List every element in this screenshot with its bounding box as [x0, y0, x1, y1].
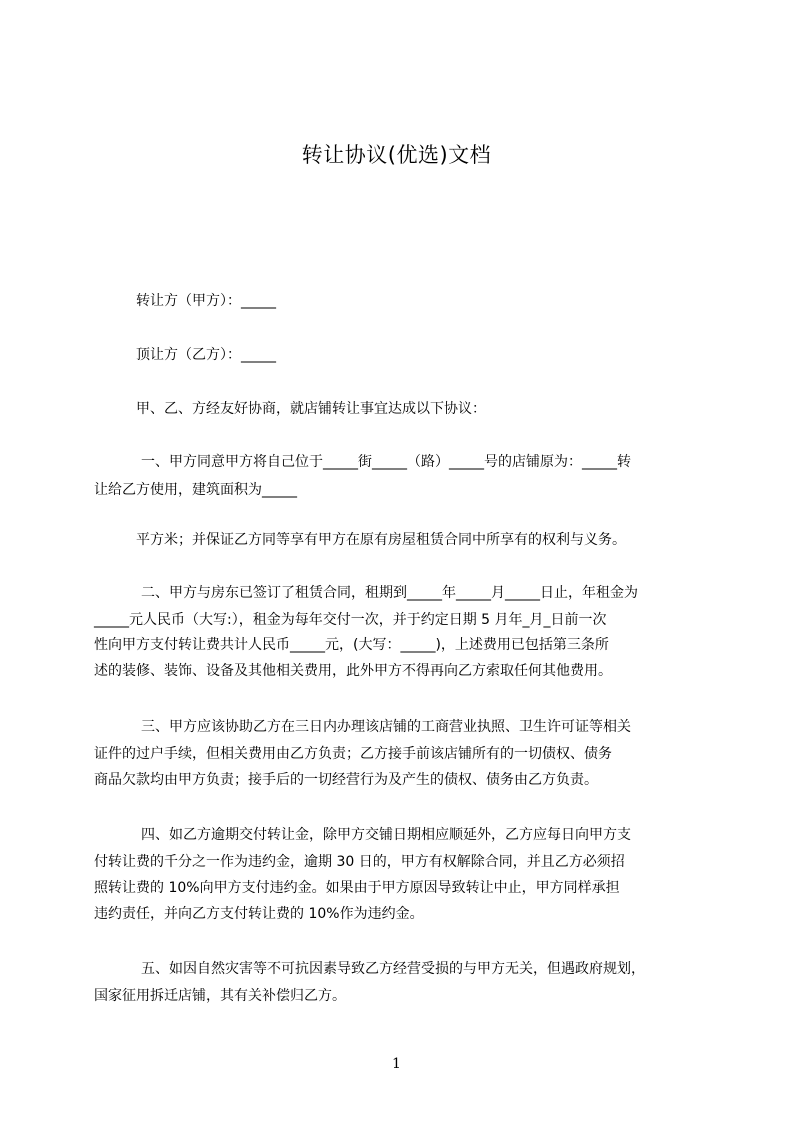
clause-5-line-2: 国家征用拆迁店铺，其有关补偿归乙方。	[94, 988, 346, 1004]
clause-3-line-1: 三、甲方应该协助乙方在三日内办理该店铺的工商营业执照、卫生许可证等相关	[141, 719, 631, 735]
clause-4-line-1: 四、如乙方逾期交付转让金，除甲方交铺日期相应顺延外，乙方应每日向甲方支	[141, 827, 631, 843]
clause-1-line-2: 让给乙方使用，建筑面积为_____	[94, 482, 297, 498]
clause-2-line-4: 述的装修、装饰、设备及其他相关费用，此外甲方不得再向乙方索取任何其他费用。	[94, 663, 612, 679]
clause-4-line-2: 付转让费的千分之一作为违约金，逾期 30 日的，甲方有权解除合同，并且乙方必须招	[94, 854, 625, 870]
clause-2-line-3: 性向甲方支付转让费共计人民币_____元，(大写：_____)，上述费用已包括第三条所	[94, 637, 609, 653]
clause-4-line-3: 照转让费的 10%向甲方支付违约金。如果由于甲方原因导致转让中止，甲方同样承担	[94, 880, 620, 896]
clause-2-line-1: 二、甲方与房东已签订了租赁合同，租期到_____年_____月_____日止，年租金为	[141, 585, 638, 601]
clause-1-line-3: 平方米；并保证乙方同等享有甲方在原有房屋租赁合同中所享有的权利与义务。	[136, 532, 626, 548]
clause-1-line-1: 一、甲方同意甲方将自己位于_____街_____（路）_____号的店铺原为：_____转	[141, 454, 631, 470]
clause-2-line-2: _____元人民币（大写:），租金为每年交付一次，并于约定日期 5 月年_月_日前一次	[94, 612, 607, 628]
page-number: 1	[392, 1056, 401, 1072]
clause-5-line-1: 五、如因自然灾害等不可抗因素导致乙方经营受损的与甲方无关，但遇政府规划，	[141, 961, 645, 977]
transferor-party-line: 转让方（甲方）：_____	[136, 293, 276, 309]
transferee-party-line: 顶让方（乙方）：_____	[136, 347, 276, 363]
clause-3-line-3: 商品欠款均由甲方负责；接手后的一切经营行为及产生的债权、债务由乙方负责。	[94, 772, 598, 788]
clause-4-line-4: 违约责任，并向乙方支付转让费的 10%作为违约金。	[94, 906, 424, 922]
document-title: 转让协议(优选)文档	[301, 143, 492, 167]
clause-3-line-2: 证件的过户手续，但相关费用由乙方负责；乙方接手前该店铺所有的一切债权、债务	[94, 746, 612, 762]
agreement-intro-line: 甲、乙、方经友好协商，就店铺转让事宜达成以下协议：	[136, 401, 486, 417]
